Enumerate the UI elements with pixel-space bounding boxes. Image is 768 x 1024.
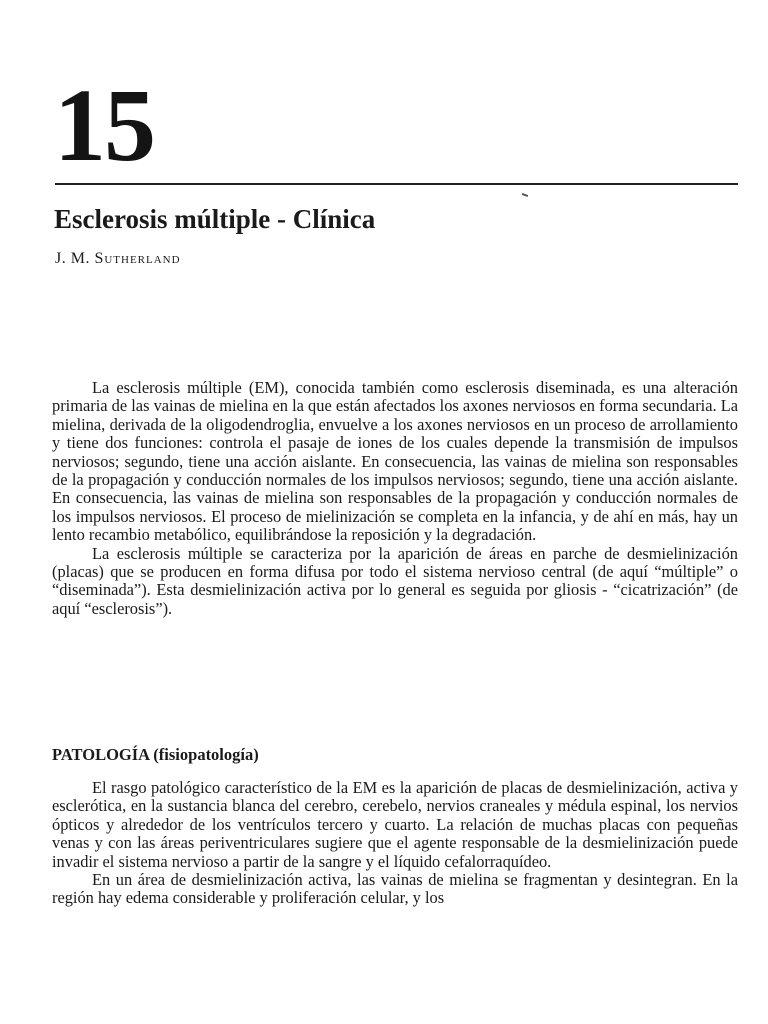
header-rule bbox=[55, 183, 738, 185]
pathology-section bbox=[52, 779, 738, 908]
chapter-title: Esclerosis múltiple - Clínica bbox=[54, 204, 376, 234]
pathology-paragraph-2: En un área de desmielinización activa, las vainas de mielina se fragmentan y desintegran. En la región hay edema considerable y proliferación celular, y los bbox=[52, 870, 738, 908]
author-surname: Sutherland bbox=[94, 250, 181, 267]
intro-paragraph-1: La esclerosis múltiple (EM), conocida también como esclerosis diseminada, es una alteración primaria de las vainas de mielina en la que están afectados los axones nerviosos en forma secundaria. La mielina, derivada de la oligodendroglia, envuelve a los axones nerviosos en un proceso de arrollamiento y tiene dos funciones: controla el pasaje de iones de los cuales depende la transmisión de impulsos nerviosos; segundo, tiene una acción aislante. En consecuencia, las vainas de mielina son responsables de la propagación y conducción normales de los impulsos nerviosos; segundo, tiene una acción aislante. En consecuencia, las vainas de mielina son responsables de la propagación y conducción normales de los impulsos nerviosos. El proceso de mielinización se completa en la infancia, y de ahí en más, hay un lento recambio metabólico, equilibrándose la reposición y la degradación. bbox=[52, 378, 738, 545]
intro-section bbox=[52, 379, 738, 618]
author-initials: J. M. bbox=[55, 250, 95, 267]
intro-paragraph-2: La esclerosis múltiple se caracteriza por la aparición de áreas en parche de desmielinización (placas) que se producen en forma difusa por todo el sistema nervioso central (de aquí “múltiple” o “diseminada”). Esta desmielinización activa por lo general es seguida por gliosis - “cicatrización” (de aquí “esclerosis”). bbox=[52, 543, 738, 618]
pathology-paragraph-1: El rasgo patológico característico de la EM es la aparición de placas de desmielinización, activa y esclerótica, en la sustancia blanca del cerebro, cerebelo, nervios craneales y médula espinal, los nervios ópticos y alrededor de los ventrículos tercero y cuarto. La relación de muchas placas con pequeñas venas y con las áreas periventriculares sugiere que el agente responsable de la desmielinización puede invadir el sistema nervioso a partir de la sangre y el líquido cefalorraquídeo. bbox=[52, 778, 738, 871]
chapter-number: 15 bbox=[54, 68, 154, 183]
section-heading-pathology: PATOLOGÍA (fisiopatología) bbox=[52, 745, 259, 764]
stray-mark bbox=[522, 193, 528, 197]
author-line bbox=[55, 248, 181, 270]
